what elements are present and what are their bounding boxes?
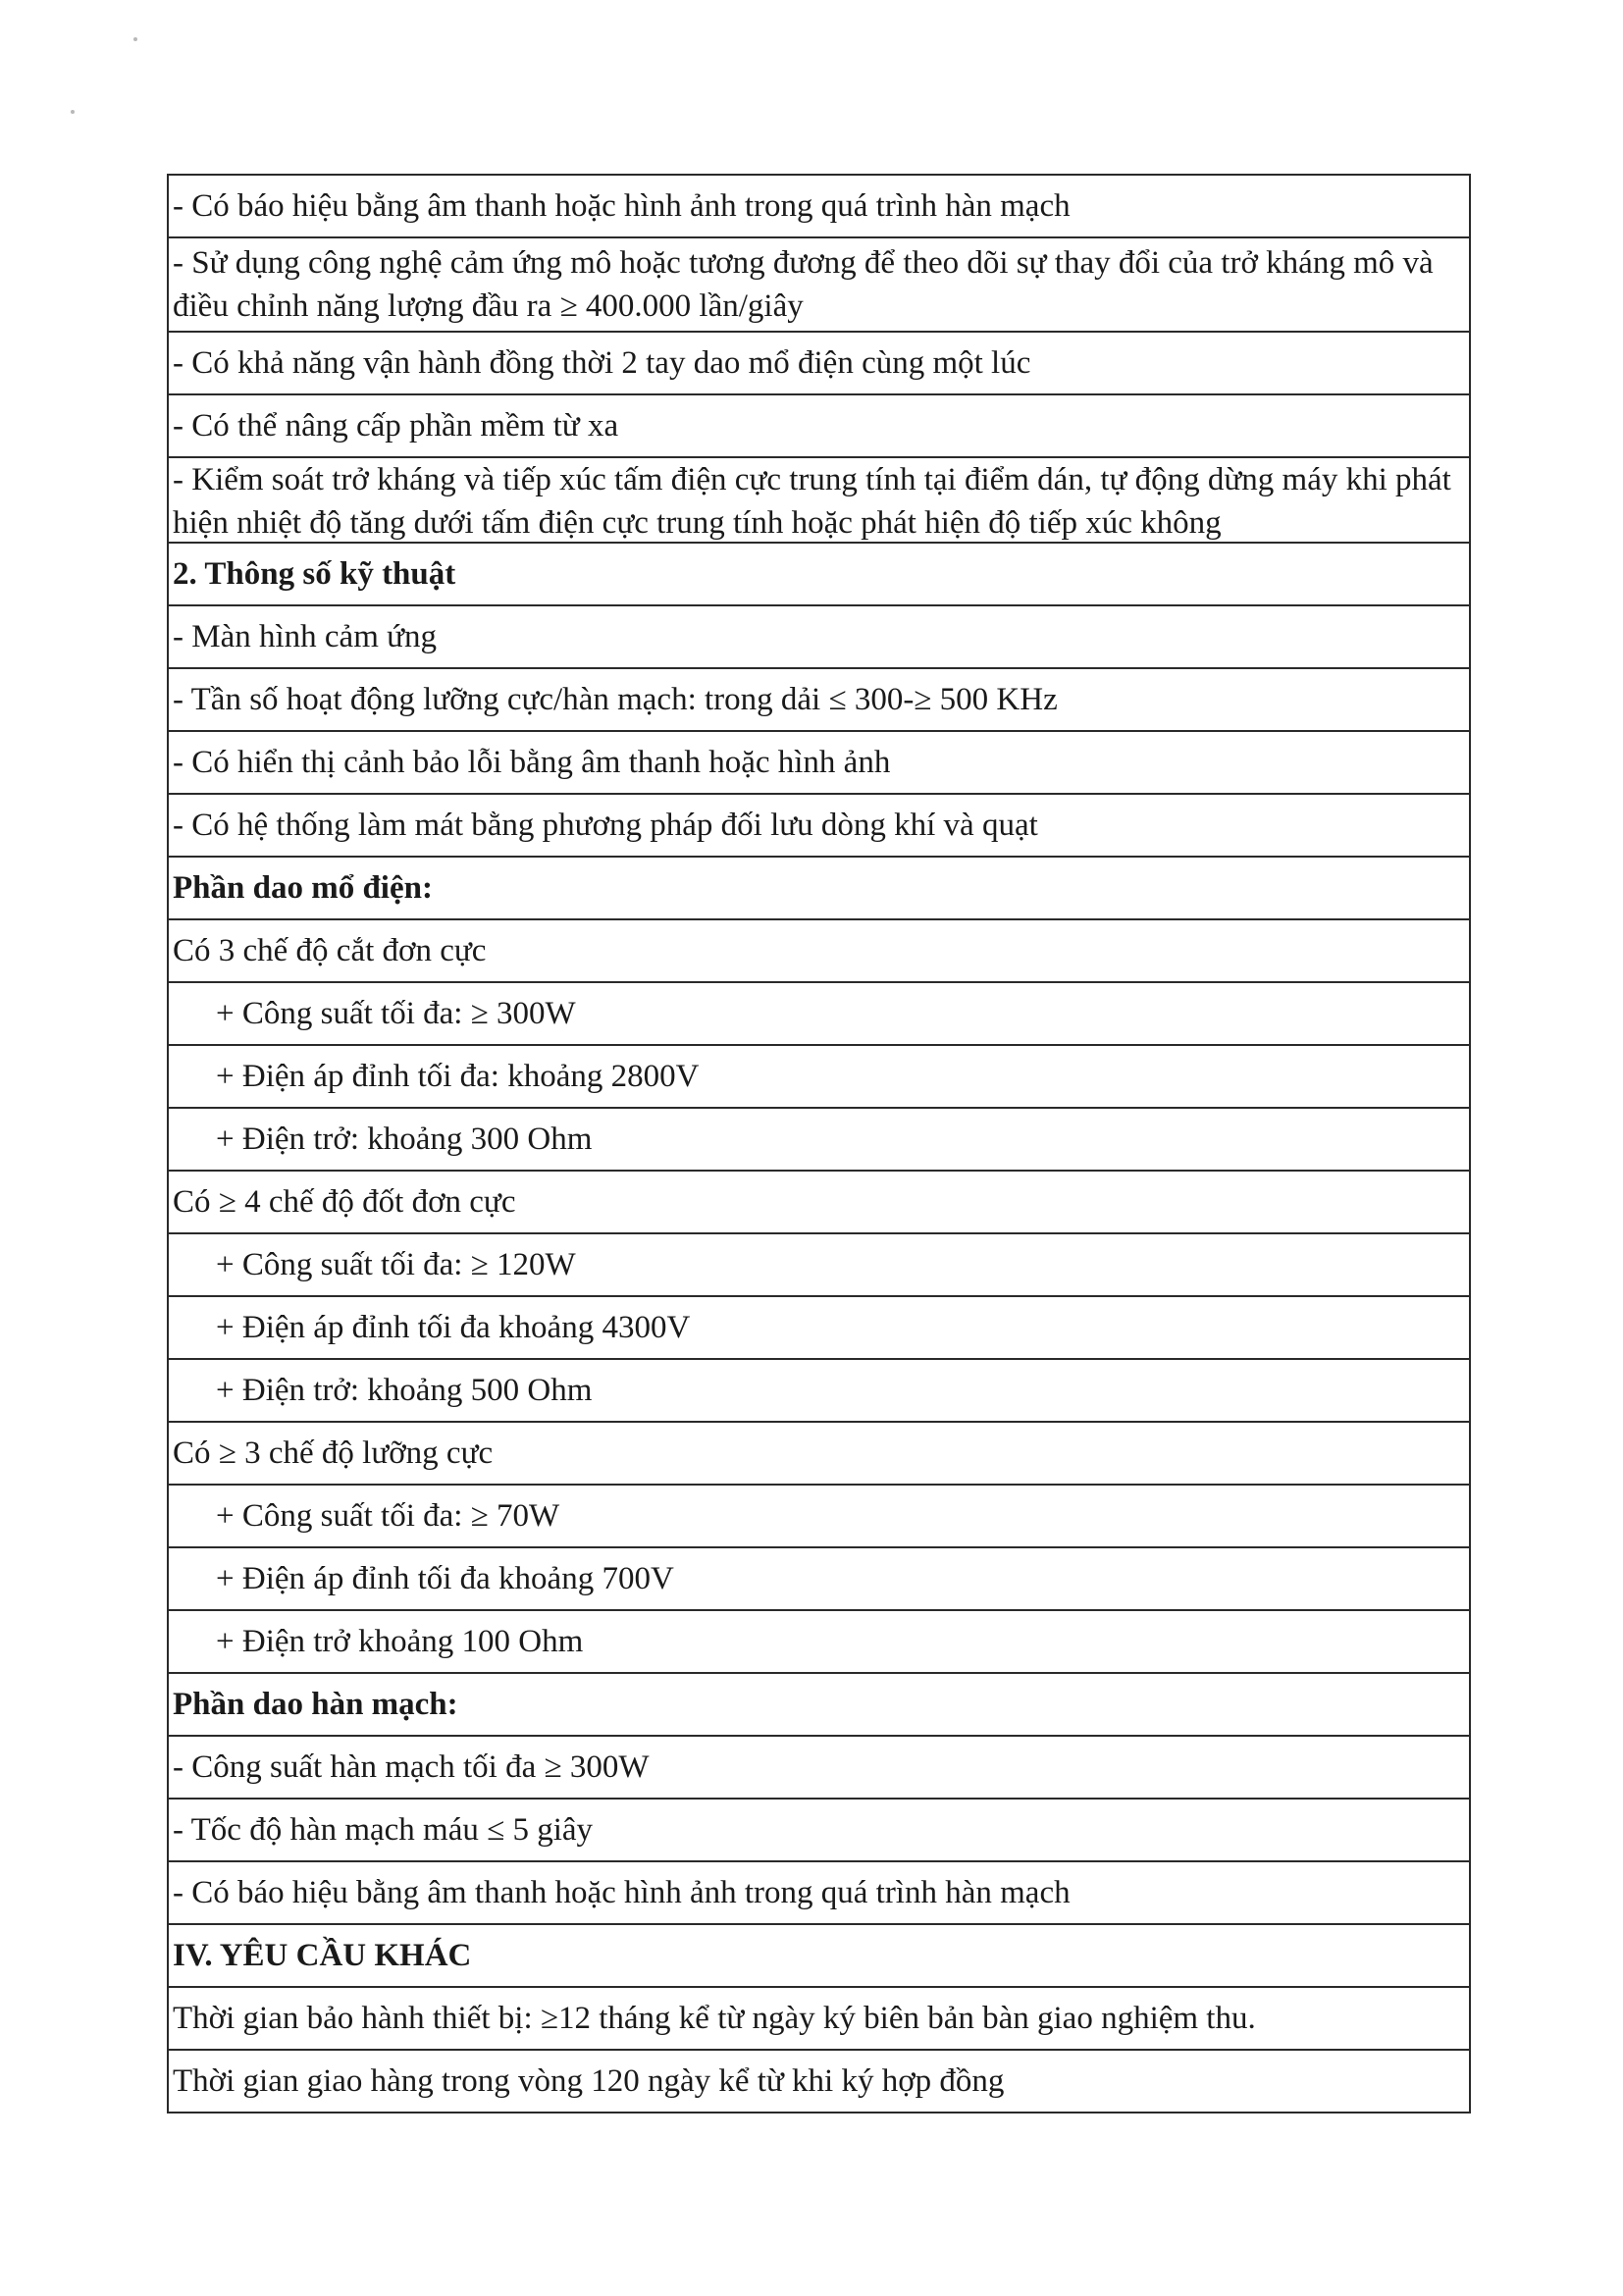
spec-row-text: Có 3 chế độ cắt đơn cực [168,919,1470,982]
spec-row-text: Thời gian bảo hành thiết bị: ≥12 tháng kể từ ngày ký biên bản bàn giao nghiệm thu. [168,1987,1470,2050]
spec-row-text: - Tốc độ hàn mạch máu ≤ 5 giây [168,1799,1470,1861]
spec-row-text: Có ≥ 3 chế độ lưỡng cực [168,1422,1470,1485]
specification-table [167,174,1471,2113]
spec-row-text: + Điện áp đỉnh tối đa: khoảng 2800V [168,1045,1470,1108]
spec-row-text: + Công suất tối đa: ≥ 70W [168,1485,1470,1547]
section-heading: 2. Thông số kỹ thuật [168,543,1470,605]
table-row [168,1108,1470,1171]
table-row [168,394,1470,457]
spec-row-text: - Tần số hoạt động lưỡng cực/hàn mạch: trong dải ≤ 300-≥ 500 KHz [168,668,1470,731]
spec-row-text: - Kiểm soát trở kháng và tiếp xúc tấm điện cực trung tính tại điểm dán, tự động dừng máy khi phát hiện nhiệt độ tăng dưới tấm điện cực trung tính hoặc phát hiện độ tiếp xúc không [173,462,1451,540]
table-row [168,2050,1470,2113]
spec-row-text: + Điện áp đỉnh tối đa khoảng 700V [168,1547,1470,1610]
table-row [168,1422,1470,1485]
table-row [168,1736,1470,1799]
table-row [168,731,1470,794]
table-row [168,1547,1470,1610]
table-row [168,1799,1470,1861]
spec-row-text: + Điện trở: khoảng 300 Ohm [168,1108,1470,1171]
table-row [168,175,1470,237]
spec-row-text: Có ≥ 4 chế độ đốt đơn cực [168,1171,1470,1233]
table-row [168,1924,1470,1987]
spec-row-text: + Công suất tối đa: ≥ 120W [168,1233,1470,1296]
table-row [168,982,1470,1045]
spec-row-text: - Màn hình cảm ứng [168,605,1470,668]
table-row [168,1861,1470,1924]
section-heading: Phần dao hàn mạch: [168,1673,1470,1736]
table-row [168,668,1470,731]
spec-row-text: + Điện trở khoảng 100 Ohm [168,1610,1470,1673]
table-row [168,1987,1470,2050]
table-row [168,237,1470,332]
spec-row-text: - Công suất hàn mạch tối đa ≥ 300W [168,1736,1470,1799]
spec-row-text: - Có hiển thị cảnh bảo lỗi bằng âm thanh hoặc hình ảnh [168,731,1470,794]
spec-row-text: - Sử dụng công nghệ cảm ứng mô hoặc tương đương để theo dõi sự thay đổi của trở kháng mô và điều chỉnh năng lượng đầu ra ≥ 400.000 lần/giây [168,237,1470,332]
spec-row-text: + Điện áp đỉnh tối đa khoảng 4300V [168,1296,1470,1359]
scan-speck [71,110,75,114]
table-row [168,919,1470,982]
table-row [168,1673,1470,1736]
spec-row-text: - Có hệ thống làm mát bằng phương pháp đối lưu dòng khí và quạt [168,794,1470,857]
spec-row-text: Thời gian giao hàng trong vòng 120 ngày kể từ khi ký hợp đồng [168,2050,1470,2113]
spec-row-text: + Công suất tối đa: ≥ 300W [168,982,1470,1045]
spec-row-text: - Có báo hiệu bằng âm thanh hoặc hình ảnh trong quá trình hàn mạch [168,175,1470,237]
table-row [168,794,1470,857]
section-heading: IV. YÊU CẦU KHÁC [168,1924,1470,1987]
section-heading: Phần dao mổ điện: [168,857,1470,919]
table-row [168,1045,1470,1108]
spec-row-cell [168,457,1470,543]
scan-speck [133,37,137,41]
spec-row-text: - Có khả năng vận hành đồng thời 2 tay dao mổ điện cùng một lúc [168,332,1470,394]
table-row [168,1296,1470,1359]
table-row [168,1233,1470,1296]
table-row [168,543,1470,605]
table-row [168,1171,1470,1233]
table-row [168,857,1470,919]
spec-row-text: + Điện trở: khoảng 500 Ohm [168,1359,1470,1422]
table-row [168,1359,1470,1422]
table-row [168,332,1470,394]
table-row [168,605,1470,668]
table-row [168,1485,1470,1547]
table-row [168,457,1470,543]
table-row [168,1610,1470,1673]
spec-row-text: - Có thể nâng cấp phần mềm từ xa [168,394,1470,457]
spec-row-text: - Có báo hiệu bằng âm thanh hoặc hình ảnh trong quá trình hàn mạch [168,1861,1470,1924]
